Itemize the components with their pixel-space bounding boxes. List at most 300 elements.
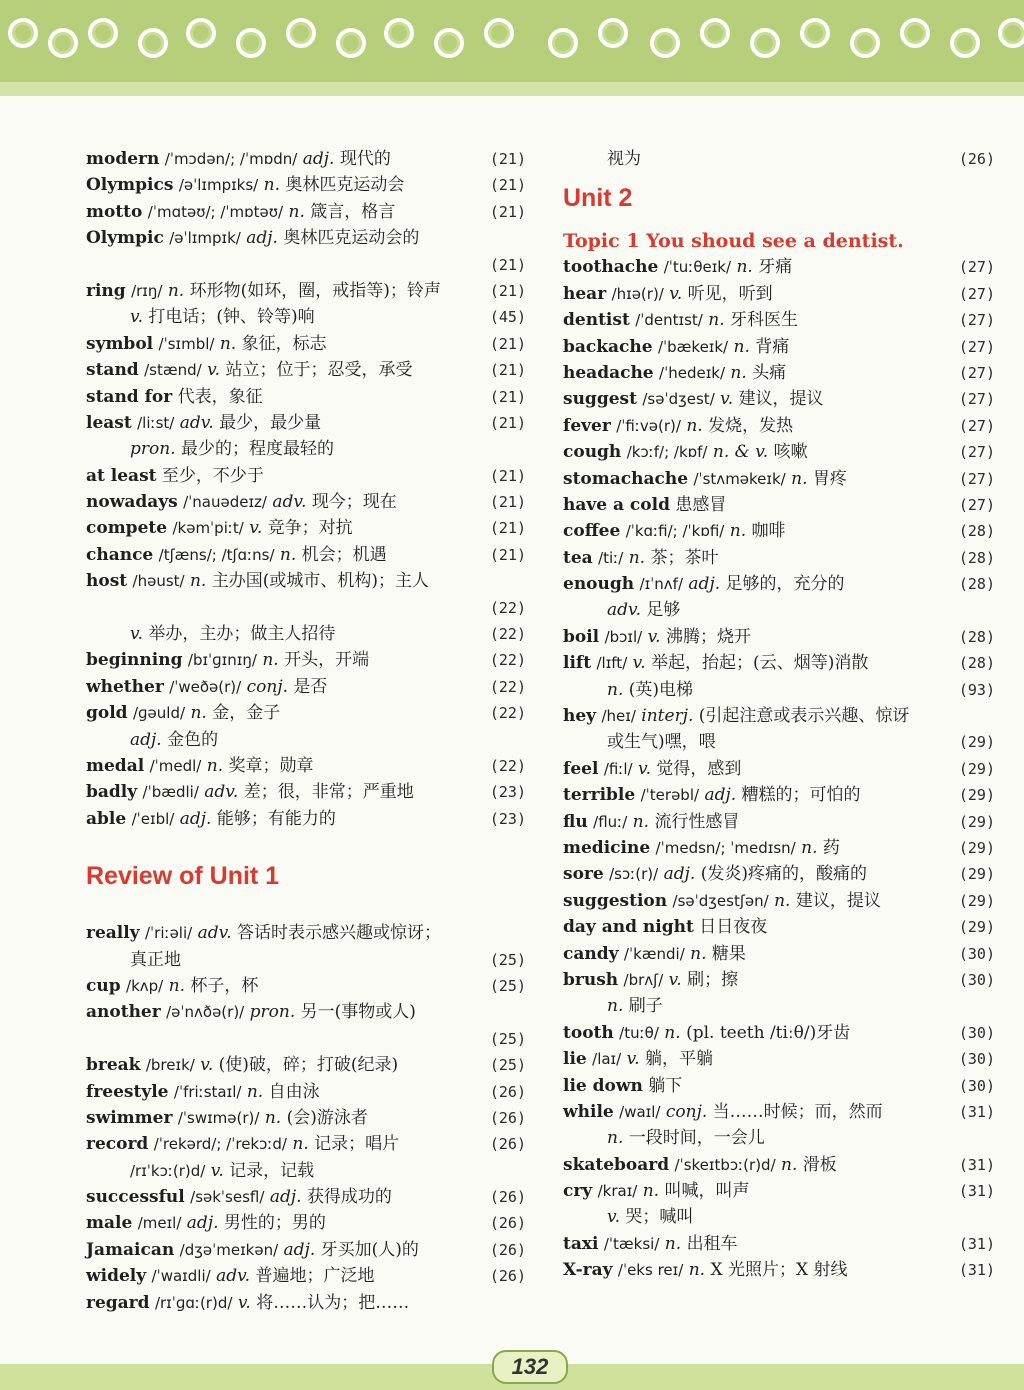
vocab-page-ref: (30) bbox=[958, 1023, 995, 1042]
vocab-entry bbox=[563, 809, 995, 835]
vocab-page-ref: (21) bbox=[489, 334, 526, 353]
vocab-pron: /ˈfriːstaɪl/ bbox=[173, 1082, 242, 1101]
vocab-pos: n. bbox=[708, 310, 725, 331]
vocab-pron: /ˈbædli/ bbox=[142, 783, 199, 802]
vocab-pos: pron. bbox=[130, 439, 176, 460]
vocab-entry bbox=[86, 357, 526, 383]
vocab-word: badly bbox=[86, 782, 138, 803]
vocab-entry bbox=[563, 941, 995, 967]
vocab-meaning: 是否 bbox=[293, 676, 328, 697]
vocab-pron: /ˈkɑːfi/; /ˈkɒfi/ bbox=[625, 522, 725, 541]
vocab-pron: /fiːl/ bbox=[603, 759, 633, 778]
vocab-pron: /bɔɪl/ bbox=[604, 627, 643, 646]
vocab-pos: adv. bbox=[216, 1266, 251, 1287]
vocab-word: tooth bbox=[563, 1022, 614, 1043]
banner-ring-icon bbox=[650, 28, 680, 58]
vocab-entry bbox=[563, 439, 995, 465]
vocab-pos: n. bbox=[801, 837, 818, 858]
vocab-meaning: (会)游泳者 bbox=[286, 1107, 368, 1128]
vocab-word: feel bbox=[563, 758, 599, 779]
vocab-word: male bbox=[86, 1213, 133, 1234]
vocab-page-ref: (26) bbox=[489, 1267, 526, 1286]
vocab-page-ref: (30) bbox=[958, 1050, 995, 1069]
vocab-pron: /ˈhedeɪk/ bbox=[659, 363, 726, 382]
vocab-meaning: 沸腾；烧开 bbox=[666, 626, 751, 647]
vocab-meaning: X 光照片；X 射线 bbox=[710, 1260, 848, 1281]
vocab-meaning: (pl. teeth /tiːθ/)牙齿 bbox=[686, 1022, 851, 1043]
vocab-meaning: 流行性感冒 bbox=[654, 811, 740, 832]
vocab-page-ref: (26) bbox=[489, 1108, 526, 1127]
vocab-meaning: 竞争；对抗 bbox=[267, 518, 353, 539]
vocab-word: swimmer bbox=[86, 1107, 173, 1128]
vocab-meaning: 牙痛 bbox=[758, 257, 793, 278]
vocab-entry bbox=[86, 436, 526, 462]
vocab-pos: v. bbox=[237, 1292, 251, 1313]
vocab-pos: pron. bbox=[249, 1002, 296, 1023]
vocab-entry bbox=[86, 252, 526, 278]
vocab-meaning: 足够 bbox=[646, 600, 681, 621]
vocab-pron: /ˈmɔdən/; /ˈmɒdn/ bbox=[164, 150, 298, 168]
vocab-pos: n. bbox=[264, 1107, 282, 1128]
banner-ring-icon bbox=[800, 18, 830, 48]
vocab-page-ref: (29) bbox=[958, 812, 995, 831]
vocab-meaning: 普遍地；广泛地 bbox=[255, 1266, 375, 1287]
vocab-entry bbox=[563, 1152, 995, 1178]
banner-ring-icon bbox=[88, 18, 118, 48]
vocab-pos: n. bbox=[168, 975, 185, 996]
vocab-pos: v. bbox=[632, 653, 646, 674]
vocab-word: chance bbox=[86, 544, 154, 565]
vocab-meaning: 主办国(或城市、机构)；主人 bbox=[211, 571, 430, 592]
vocab-entry bbox=[563, 1178, 995, 1204]
vocab-entry bbox=[563, 518, 995, 544]
vocab-pos: n. bbox=[607, 679, 624, 700]
vocab-entry bbox=[563, 597, 995, 623]
vocab-meaning: (引起注意或表示兴趣、惊讶 bbox=[698, 706, 910, 727]
vocab-pos: n. bbox=[690, 943, 707, 964]
vocab-pos: n. bbox=[206, 755, 224, 776]
vocab-page-ref: (26) bbox=[489, 1082, 526, 1101]
banner-ring-icon bbox=[286, 18, 316, 48]
vocab-pos: n. bbox=[292, 1134, 309, 1155]
vocab-page-ref: (31) bbox=[958, 1261, 995, 1280]
vocab-pron: /ɪˈnʌf/ bbox=[639, 575, 684, 594]
vocab-entry bbox=[563, 914, 995, 940]
banner-ring-icon bbox=[138, 28, 168, 58]
vocab-pos: adj. bbox=[283, 1239, 316, 1260]
vocab-word: boil bbox=[563, 626, 600, 647]
vocab-pron: /tʃæns/; /tʃɑːns/ bbox=[158, 545, 275, 564]
vocab-word: stand for bbox=[86, 386, 173, 407]
vocab-pos: n. bbox=[730, 362, 747, 383]
vocab-page-ref: (25) bbox=[489, 976, 526, 995]
vocab-meaning: 最少，最少量 bbox=[219, 412, 322, 433]
left-vocab-list bbox=[86, 146, 526, 832]
vocab-entry bbox=[86, 225, 526, 251]
vocab-pos: n. bbox=[733, 336, 750, 357]
vocab-word: regard bbox=[86, 1292, 150, 1313]
vocab-word: tea bbox=[563, 547, 593, 568]
vocab-page-ref: (27) bbox=[958, 390, 995, 409]
vocab-pos: n. bbox=[607, 996, 624, 1017]
vocab-pos: n. bbox=[664, 1233, 682, 1254]
vocab-entry bbox=[563, 861, 995, 887]
vocab-pos: n. bbox=[167, 280, 185, 301]
vocab-pron: /ˈriːəli/ bbox=[145, 924, 193, 943]
vocab-meaning: 发烧，发热 bbox=[708, 415, 794, 436]
vocab-entry bbox=[86, 753, 526, 779]
vocab-word: compete bbox=[86, 518, 168, 539]
banner-ring-icon bbox=[236, 28, 266, 58]
vocab-word: day and night bbox=[563, 917, 694, 938]
vocab-page-ref: (31) bbox=[958, 1102, 995, 1121]
vocab-meaning: 男性的；男的 bbox=[223, 1213, 326, 1234]
vocab-pron: /əˈlɪmpɪk/ bbox=[169, 229, 241, 248]
vocab-page-ref: (21) bbox=[489, 361, 526, 380]
vocab-meaning: 药 bbox=[822, 837, 840, 858]
vocab-meaning: 觉得，感到 bbox=[656, 758, 742, 779]
vocab-pos: n. bbox=[607, 1128, 624, 1149]
vocab-pos: n. bbox=[190, 703, 207, 724]
banner-stripe bbox=[0, 82, 1024, 96]
vocab-pos: n. bbox=[688, 1260, 706, 1281]
vocab-meaning: 日日夜夜 bbox=[699, 917, 768, 938]
vocab-pron: /dʒəˈmeɪkən/ bbox=[179, 1240, 279, 1259]
vocab-word: widely bbox=[86, 1266, 147, 1287]
vocab-meaning: 获得成功的 bbox=[306, 1187, 392, 1208]
right-column bbox=[563, 146, 995, 1284]
banner-ring-icon bbox=[484, 18, 514, 48]
vocab-pron: /səˈdʒestʃən/ bbox=[672, 891, 769, 910]
right-top-continuation bbox=[563, 146, 995, 172]
vocab-page-ref: (28) bbox=[958, 575, 995, 594]
banner-ring-icon bbox=[950, 28, 980, 58]
banner-ring-icon bbox=[998, 18, 1024, 48]
vocab-meaning: 出租车 bbox=[686, 1233, 738, 1254]
vocab-meaning: 头痛 bbox=[752, 362, 787, 383]
vocab-entry bbox=[86, 278, 526, 304]
vocab-pos: adj. bbox=[179, 808, 212, 829]
right-top-page: (26) bbox=[958, 150, 995, 168]
vocab-meaning: 建议，提议 bbox=[738, 389, 824, 410]
vocab-page-ref: (25) bbox=[489, 1056, 526, 1075]
banner-ring-icon bbox=[336, 28, 366, 58]
vocab-pron: /stænd/ bbox=[144, 361, 202, 380]
vocab-pron: /waɪl/ bbox=[619, 1102, 661, 1121]
vocab-meaning: 躺下 bbox=[648, 1075, 683, 1096]
vocab-pron: /ˈeɪbl/ bbox=[131, 809, 175, 828]
vocab-entry bbox=[86, 1184, 526, 1210]
vocab-entry bbox=[563, 1231, 995, 1257]
vocab-pron: /kʌp/ bbox=[126, 976, 164, 995]
vocab-word: enough bbox=[563, 574, 635, 595]
vocab-meaning: 差；很，非常；严重地 bbox=[243, 782, 414, 803]
vocab-meaning: 现代的 bbox=[339, 149, 391, 169]
vocab-entry bbox=[86, 1158, 526, 1184]
vocab-page-ref: (29) bbox=[958, 733, 995, 752]
vocab-meaning: 能够；有能力的 bbox=[216, 808, 336, 829]
vocab-pos: adj. bbox=[246, 228, 278, 249]
section-spacer bbox=[86, 832, 526, 850]
vocab-page-ref: (22) bbox=[489, 677, 526, 696]
vocab-page-ref: (31) bbox=[958, 1155, 995, 1174]
vocab-pos: n. bbox=[774, 890, 791, 911]
vocab-pos: n. bbox=[628, 547, 646, 568]
vocab-meaning: 环形物(如环，圈，戒指等)；铃声 bbox=[189, 280, 441, 301]
vocab-meaning: 叫喊，叫声 bbox=[664, 1181, 750, 1202]
vocab-entry bbox=[86, 920, 526, 946]
vocab-word: X-ray bbox=[563, 1260, 613, 1281]
vocab-entry bbox=[563, 545, 995, 571]
left-column bbox=[86, 146, 526, 1316]
vocab-meaning: 牙科医生 bbox=[730, 310, 799, 331]
vocab-word: lie bbox=[563, 1049, 587, 1070]
vocab-pos: v. bbox=[626, 1049, 640, 1070]
vocab-word: at least bbox=[86, 465, 157, 486]
vocab-meaning: 一段时间，一会儿 bbox=[628, 1128, 765, 1149]
vocab-meaning: 胃疼 bbox=[812, 468, 847, 489]
vocab-page-ref: (21) bbox=[489, 281, 526, 300]
vocab-page-ref: (29) bbox=[958, 759, 995, 778]
vocab-page-ref: (93) bbox=[958, 680, 995, 699]
vocab-entry bbox=[563, 334, 995, 360]
vocab-word: hey bbox=[563, 706, 597, 727]
banner-ring-icon bbox=[48, 28, 78, 58]
vocab-pos: n. bbox=[664, 1022, 681, 1043]
vocab-meaning: 至少，不少于 bbox=[161, 465, 264, 486]
topic-heading: Topic 1 You shoud see a dentist. bbox=[563, 230, 904, 253]
vocab-meaning: 答话时表示感兴趣或惊讶； bbox=[237, 923, 442, 944]
vocab-page-ref: (29) bbox=[958, 838, 995, 857]
vocab-pron: /lɪft/ bbox=[596, 654, 628, 673]
vocab-pron: /kəmˈpiːt/ bbox=[172, 519, 244, 538]
banner-ring-icon bbox=[8, 18, 38, 48]
vocab-meaning: 或生气)嘿，喂 bbox=[607, 732, 716, 753]
vocab-word: beginning bbox=[86, 650, 183, 671]
vocab-meaning: 举起，抬起；(云、烟等)消散 bbox=[651, 653, 869, 674]
vocab-pron: /əˈlɪmpɪks/ bbox=[178, 176, 259, 195]
vocab-pos: n. & v. bbox=[712, 442, 769, 463]
vocab-page-ref: (29) bbox=[958, 786, 995, 805]
vocab-entry bbox=[563, 466, 995, 492]
vocab-entry bbox=[563, 624, 995, 650]
vocab-word: whether bbox=[86, 676, 164, 697]
vocab-pos: v. bbox=[207, 360, 221, 381]
vocab-pos: n. bbox=[219, 333, 237, 354]
vocab-pron: /ˈkændi/ bbox=[623, 944, 685, 963]
vocab-word: coffee bbox=[563, 521, 621, 542]
vocab-word: lie down bbox=[563, 1075, 643, 1096]
vocab-pron: /ˈmɑtəʊ/; /ˈmɒtəʊ/ bbox=[147, 202, 284, 221]
vocab-entry bbox=[86, 727, 526, 753]
vocab-meaning: 站立；位于；忍受，承受 bbox=[225, 360, 413, 381]
vocab-entry bbox=[86, 384, 526, 410]
vocab-pos: v. bbox=[638, 758, 651, 779]
vocab-entry bbox=[563, 307, 995, 333]
vocab-page-ref: (29) bbox=[958, 918, 995, 937]
vocab-page-ref: (22) bbox=[489, 598, 526, 617]
vocab-page-ref: (27) bbox=[958, 284, 995, 303]
vocab-pron: /ˈmedsn/; ˈmedɪsn/ bbox=[655, 838, 796, 857]
vocab-entry bbox=[86, 568, 526, 594]
banner-ring-icon bbox=[850, 28, 880, 58]
vocab-entry bbox=[86, 621, 526, 647]
vocab-page-ref: (28) bbox=[958, 548, 995, 567]
vocab-pron: /ˈfiːvə(r)/ bbox=[616, 416, 681, 435]
vocab-meaning: 牙买加(人)的 bbox=[320, 1239, 419, 1260]
vocab-pron: /ˈeks reɪ/ bbox=[617, 1261, 684, 1280]
vocab-pron: /ˈstʌməkeɪk/ bbox=[693, 469, 786, 488]
vocab-pos: adj. bbox=[130, 729, 162, 750]
vocab-pos: conj. bbox=[246, 676, 289, 697]
vocab-pron: /ˈtuːθeɪk/ bbox=[663, 258, 732, 277]
vocab-entry bbox=[563, 993, 995, 1019]
vocab-page-ref: (21) bbox=[489, 387, 526, 406]
vocab-word: freestyle bbox=[86, 1081, 169, 1102]
vocab-entry bbox=[86, 1210, 526, 1236]
vocab-pron: /kraɪ/ bbox=[597, 1182, 638, 1201]
vocab-pos: n. bbox=[288, 201, 305, 222]
vocab-meaning: 茶；茶叶 bbox=[650, 547, 719, 568]
vocab-pos: adv. bbox=[607, 600, 642, 621]
vocab-pos: v. bbox=[669, 283, 683, 304]
vocab-entry bbox=[563, 677, 995, 703]
vocab-pos: adj. bbox=[302, 149, 335, 169]
vocab-meaning: 奥林匹克运动会的 bbox=[283, 228, 420, 249]
banner-ring-icon bbox=[900, 18, 930, 48]
vocab-pos: v. bbox=[210, 1160, 224, 1181]
vocab-entry bbox=[86, 146, 526, 172]
vocab-pos: n. bbox=[263, 175, 280, 196]
vocab-entry bbox=[86, 947, 526, 973]
vocab-word: least bbox=[86, 412, 132, 433]
vocab-page-ref: (27) bbox=[958, 495, 995, 514]
vocab-entry bbox=[86, 410, 526, 436]
vocab-word: skateboard bbox=[563, 1154, 670, 1175]
vocab-word: Jamaican bbox=[86, 1239, 175, 1260]
vocab-word: gold bbox=[86, 703, 128, 724]
vocab-meaning: 足够的，充分的 bbox=[725, 574, 845, 595]
vocab-pron: /səkˈsesfl/ bbox=[190, 1188, 265, 1207]
vocab-pron: /həust/ bbox=[132, 572, 185, 591]
vocab-entry bbox=[86, 1237, 526, 1263]
review-vocab-list bbox=[86, 920, 526, 1316]
vocab-page-ref: (21) bbox=[489, 202, 526, 221]
vocab-page-ref: (27) bbox=[958, 311, 995, 330]
vocab-entry bbox=[86, 674, 526, 700]
vocab-page-ref: (28) bbox=[958, 522, 995, 541]
vocab-pron: /hɪə(r)/ bbox=[611, 284, 664, 303]
vocab-word: symbol bbox=[86, 333, 154, 354]
vocab-pron: /rɪˈɡɑː(r)d/ bbox=[154, 1293, 233, 1312]
vocab-pron: /rɪˈkɔː(r)d/ bbox=[130, 1161, 206, 1180]
vocab-pos: n. bbox=[642, 1181, 660, 1202]
vocab-pos: n. bbox=[736, 257, 753, 278]
vocab-page-ref: (28) bbox=[958, 654, 995, 673]
vocab-meaning: 听见，听到 bbox=[687, 283, 773, 304]
vocab-page-ref: (45) bbox=[489, 308, 526, 327]
vocab-meaning: 另一(事物或人) bbox=[300, 1002, 416, 1023]
unit-heading: Unit 2 bbox=[563, 184, 633, 213]
vocab-meaning: 奥林匹克运动会 bbox=[285, 175, 405, 196]
right-vocab-list bbox=[563, 254, 995, 1283]
vocab-entry bbox=[563, 729, 995, 755]
vocab-word: cup bbox=[86, 975, 121, 996]
vocab-page-ref: (27) bbox=[958, 258, 995, 277]
vocab-word: medal bbox=[86, 755, 145, 776]
vocab-entry bbox=[86, 172, 526, 198]
vocab-pos: n. bbox=[246, 1081, 264, 1102]
vocab-pron: /rɪŋ/ bbox=[131, 281, 163, 300]
vocab-word: suggestion bbox=[563, 890, 668, 911]
banner-ring-icon bbox=[548, 28, 578, 58]
vocab-word: candy bbox=[563, 943, 619, 964]
vocab-entry bbox=[86, 1290, 526, 1316]
vocab-page-ref: (27) bbox=[958, 416, 995, 435]
vocab-pos: n. bbox=[686, 415, 703, 436]
vocab-entry bbox=[86, 779, 526, 805]
vocab-pron: /laɪ/ bbox=[592, 1050, 622, 1069]
vocab-entry bbox=[563, 650, 995, 676]
vocab-pos: v. bbox=[720, 389, 734, 410]
vocab-word: headache bbox=[563, 362, 654, 383]
vocab-entry bbox=[563, 756, 995, 782]
vocab-meaning: 躺，平躺 bbox=[645, 1049, 713, 1070]
vocab-pos: n. bbox=[729, 521, 747, 542]
banner-ring-icon bbox=[750, 28, 780, 58]
vocab-entry bbox=[86, 489, 526, 515]
vocab-entry bbox=[563, 571, 995, 597]
vocab-entry bbox=[86, 999, 526, 1025]
vocab-meaning: (发炎)疼痛的，酸痛的 bbox=[700, 864, 867, 885]
vocab-word: nowadays bbox=[86, 492, 178, 513]
vocab-meaning: 箴言，格言 bbox=[310, 201, 396, 222]
vocab-entry bbox=[86, 647, 526, 673]
vocab-pos: n. bbox=[279, 544, 297, 565]
vocab-entry bbox=[563, 782, 995, 808]
vocab-meaning: 咖啡 bbox=[751, 521, 786, 542]
vocab-page-ref: (23) bbox=[489, 809, 526, 828]
vocab-page-ref: (31) bbox=[958, 1234, 995, 1253]
vocab-meaning: 刷子 bbox=[628, 996, 663, 1017]
vocab-pos: v. bbox=[200, 1055, 214, 1076]
vocab-entry bbox=[563, 1257, 995, 1283]
vocab-pos: adv. bbox=[197, 923, 232, 944]
vocab-pos: n. bbox=[189, 571, 207, 592]
vocab-meaning: 刷；擦 bbox=[687, 969, 739, 990]
vocab-meaning: 开头，开端 bbox=[284, 650, 370, 671]
vocab-pron: /ˈdentɪst/ bbox=[635, 311, 703, 330]
vocab-pron: /ˈswɪmə(r)/ bbox=[177, 1108, 260, 1127]
vocab-pron: /meɪl/ bbox=[137, 1214, 182, 1233]
vocab-pos: adj. bbox=[663, 864, 696, 885]
vocab-pron: /ˈmedl/ bbox=[149, 756, 202, 775]
vocab-pos: v. bbox=[668, 969, 682, 990]
vocab-word: host bbox=[86, 571, 128, 592]
vocab-meaning: 杯子，杯 bbox=[190, 975, 259, 996]
vocab-pos: v. bbox=[647, 626, 661, 647]
vocab-entry bbox=[86, 1105, 526, 1131]
banner-ring-icon bbox=[434, 28, 464, 58]
vocab-entry bbox=[563, 967, 995, 993]
vocab-meaning: 机会；机遇 bbox=[301, 544, 387, 565]
vocab-page-ref: (22) bbox=[489, 651, 526, 670]
vocab-word: hear bbox=[563, 283, 607, 304]
page-number: 132 bbox=[492, 1350, 568, 1384]
vocab-pron: /kɔːf/; /kɒf/ bbox=[626, 443, 708, 462]
vocab-pron: /əˈnʌðə(r)/ bbox=[166, 1003, 245, 1022]
vocab-page-ref: (27) bbox=[958, 363, 995, 382]
